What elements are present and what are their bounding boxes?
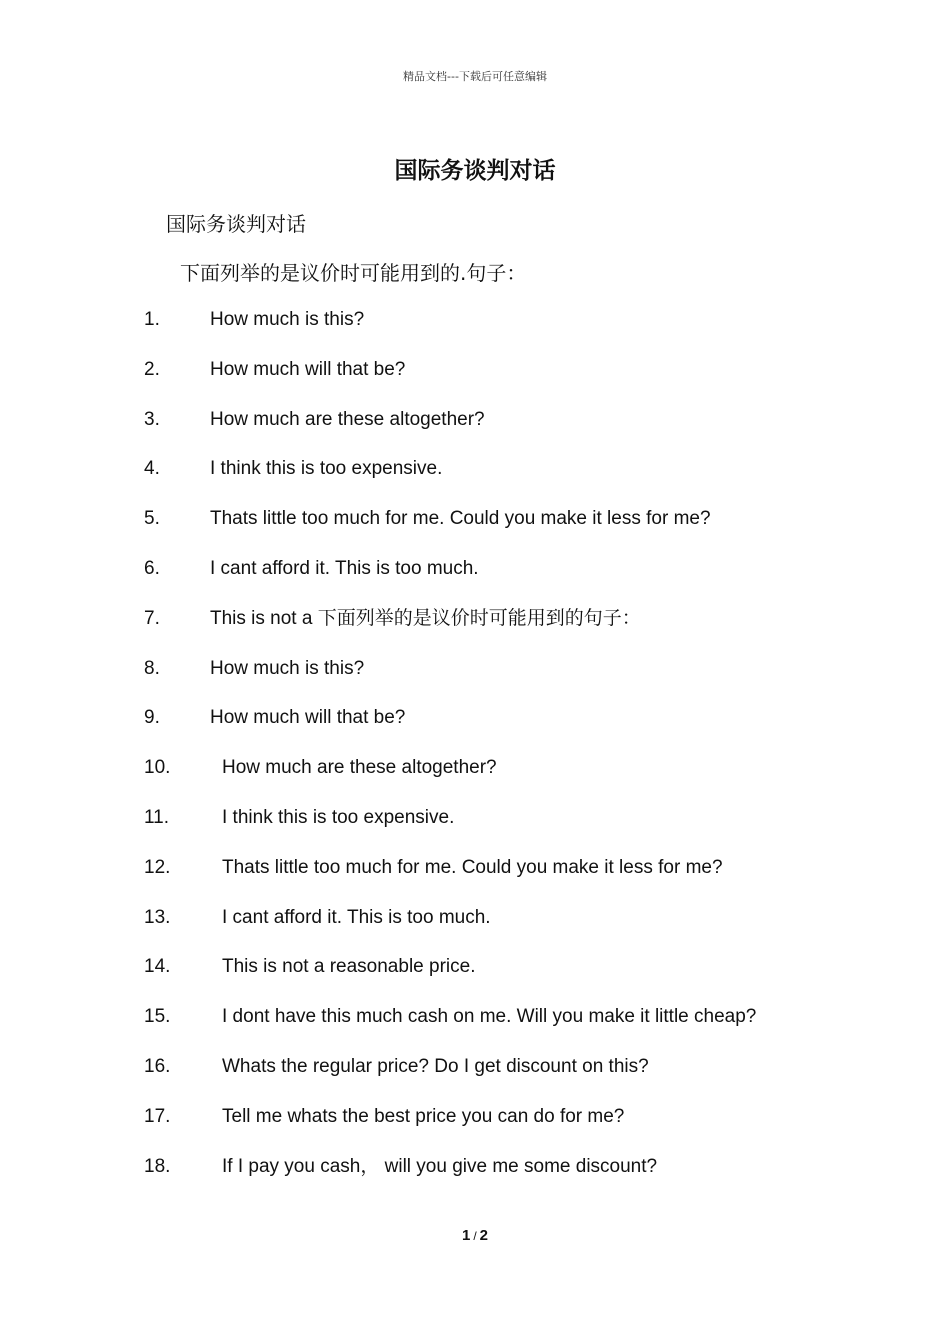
list-item-number: 6. xyxy=(144,557,160,579)
list-item xyxy=(144,555,844,605)
list-item-text: Whats the regular price? Do I get discount on this? xyxy=(222,1055,649,1077)
list-item xyxy=(144,1053,844,1103)
list-item xyxy=(144,1103,844,1153)
page-number xyxy=(0,1227,950,1244)
list-item-number: 16. xyxy=(144,1055,171,1077)
list-item xyxy=(144,605,844,655)
list-item-text: This is not a reasonable price. xyxy=(222,956,476,978)
list-item-text: If I pay you cash， will you give me some discount? xyxy=(222,1155,658,1177)
list-item xyxy=(144,1153,844,1203)
list-item-number: 15. xyxy=(144,1006,171,1028)
list-item-text: I dont have this much cash on me. Will you make it little cheap? xyxy=(222,1006,757,1028)
list-item xyxy=(144,704,844,754)
list-item xyxy=(144,655,844,705)
list-item-number: 5. xyxy=(144,508,160,530)
list-item-text: Tell me whats the best price you can do for me? xyxy=(222,1105,625,1127)
list-item-text: How much is this? xyxy=(210,657,365,679)
list-item-number: 10. xyxy=(144,757,171,779)
sentence-list xyxy=(144,306,844,1202)
list-item xyxy=(144,306,844,356)
list-item-number: 7. xyxy=(144,607,160,629)
list-item-number: 4. xyxy=(144,458,160,480)
list-item xyxy=(144,406,844,456)
list-item xyxy=(144,455,844,505)
list-item-text: I think this is too expensive. xyxy=(210,458,443,480)
list-item xyxy=(144,804,844,854)
list-item-number: 9. xyxy=(144,707,160,729)
page-number-separator: / xyxy=(473,1229,477,1243)
list-item-number: 3. xyxy=(144,408,160,430)
list-item-text: I cant afford it. This is too much. xyxy=(210,557,479,579)
list-item-number: 14. xyxy=(144,956,171,978)
list-item xyxy=(144,854,844,904)
list-item-text: Thats little too much for me. Could you make it less for me? xyxy=(222,856,723,878)
list-item-text: How much will that be? xyxy=(210,358,406,380)
list-item xyxy=(144,904,844,954)
total-pages-number: 2 xyxy=(479,1227,489,1244)
list-item xyxy=(144,953,844,1003)
list-item-text: Thats little too much for me. Could you make it less for me? xyxy=(210,508,711,530)
list-item-text: I think this is too expensive. xyxy=(222,806,455,828)
list-item xyxy=(144,1003,844,1053)
list-item-number: 17. xyxy=(144,1105,171,1127)
list-item-number: 12. xyxy=(144,856,171,878)
current-page-number: 1 xyxy=(461,1227,471,1244)
list-item-text: How much will that be? xyxy=(210,707,406,729)
list-item-text: I cant afford it. This is too much. xyxy=(222,906,491,928)
list-item xyxy=(144,754,844,804)
list-item-text: This is not a 下面列举的是议价时可能用到的句子： xyxy=(210,607,641,629)
document-subtitle: 国际务谈判对话 xyxy=(166,212,306,236)
list-item-text: How much are these altogether? xyxy=(210,408,485,430)
list-item-number: 1. xyxy=(144,309,160,330)
list-item-text: How much is this? xyxy=(210,309,365,330)
list-item-text: How much are these altogether? xyxy=(222,757,497,779)
list-item xyxy=(144,505,844,555)
list-item-number: 13. xyxy=(144,906,171,928)
list-item-number: 2. xyxy=(144,358,160,380)
header-note: 精品文档---下载后可任意编辑 xyxy=(403,70,547,83)
list-item xyxy=(144,356,844,406)
list-item-number: 18. xyxy=(144,1155,171,1177)
intro-paragraph: 下面列举的是议价时可能用到的.句子： xyxy=(180,261,527,285)
document-title: 国际务谈判对话 xyxy=(394,158,556,184)
list-item-number: 8. xyxy=(144,657,160,679)
list-item-number: 11. xyxy=(144,806,170,828)
